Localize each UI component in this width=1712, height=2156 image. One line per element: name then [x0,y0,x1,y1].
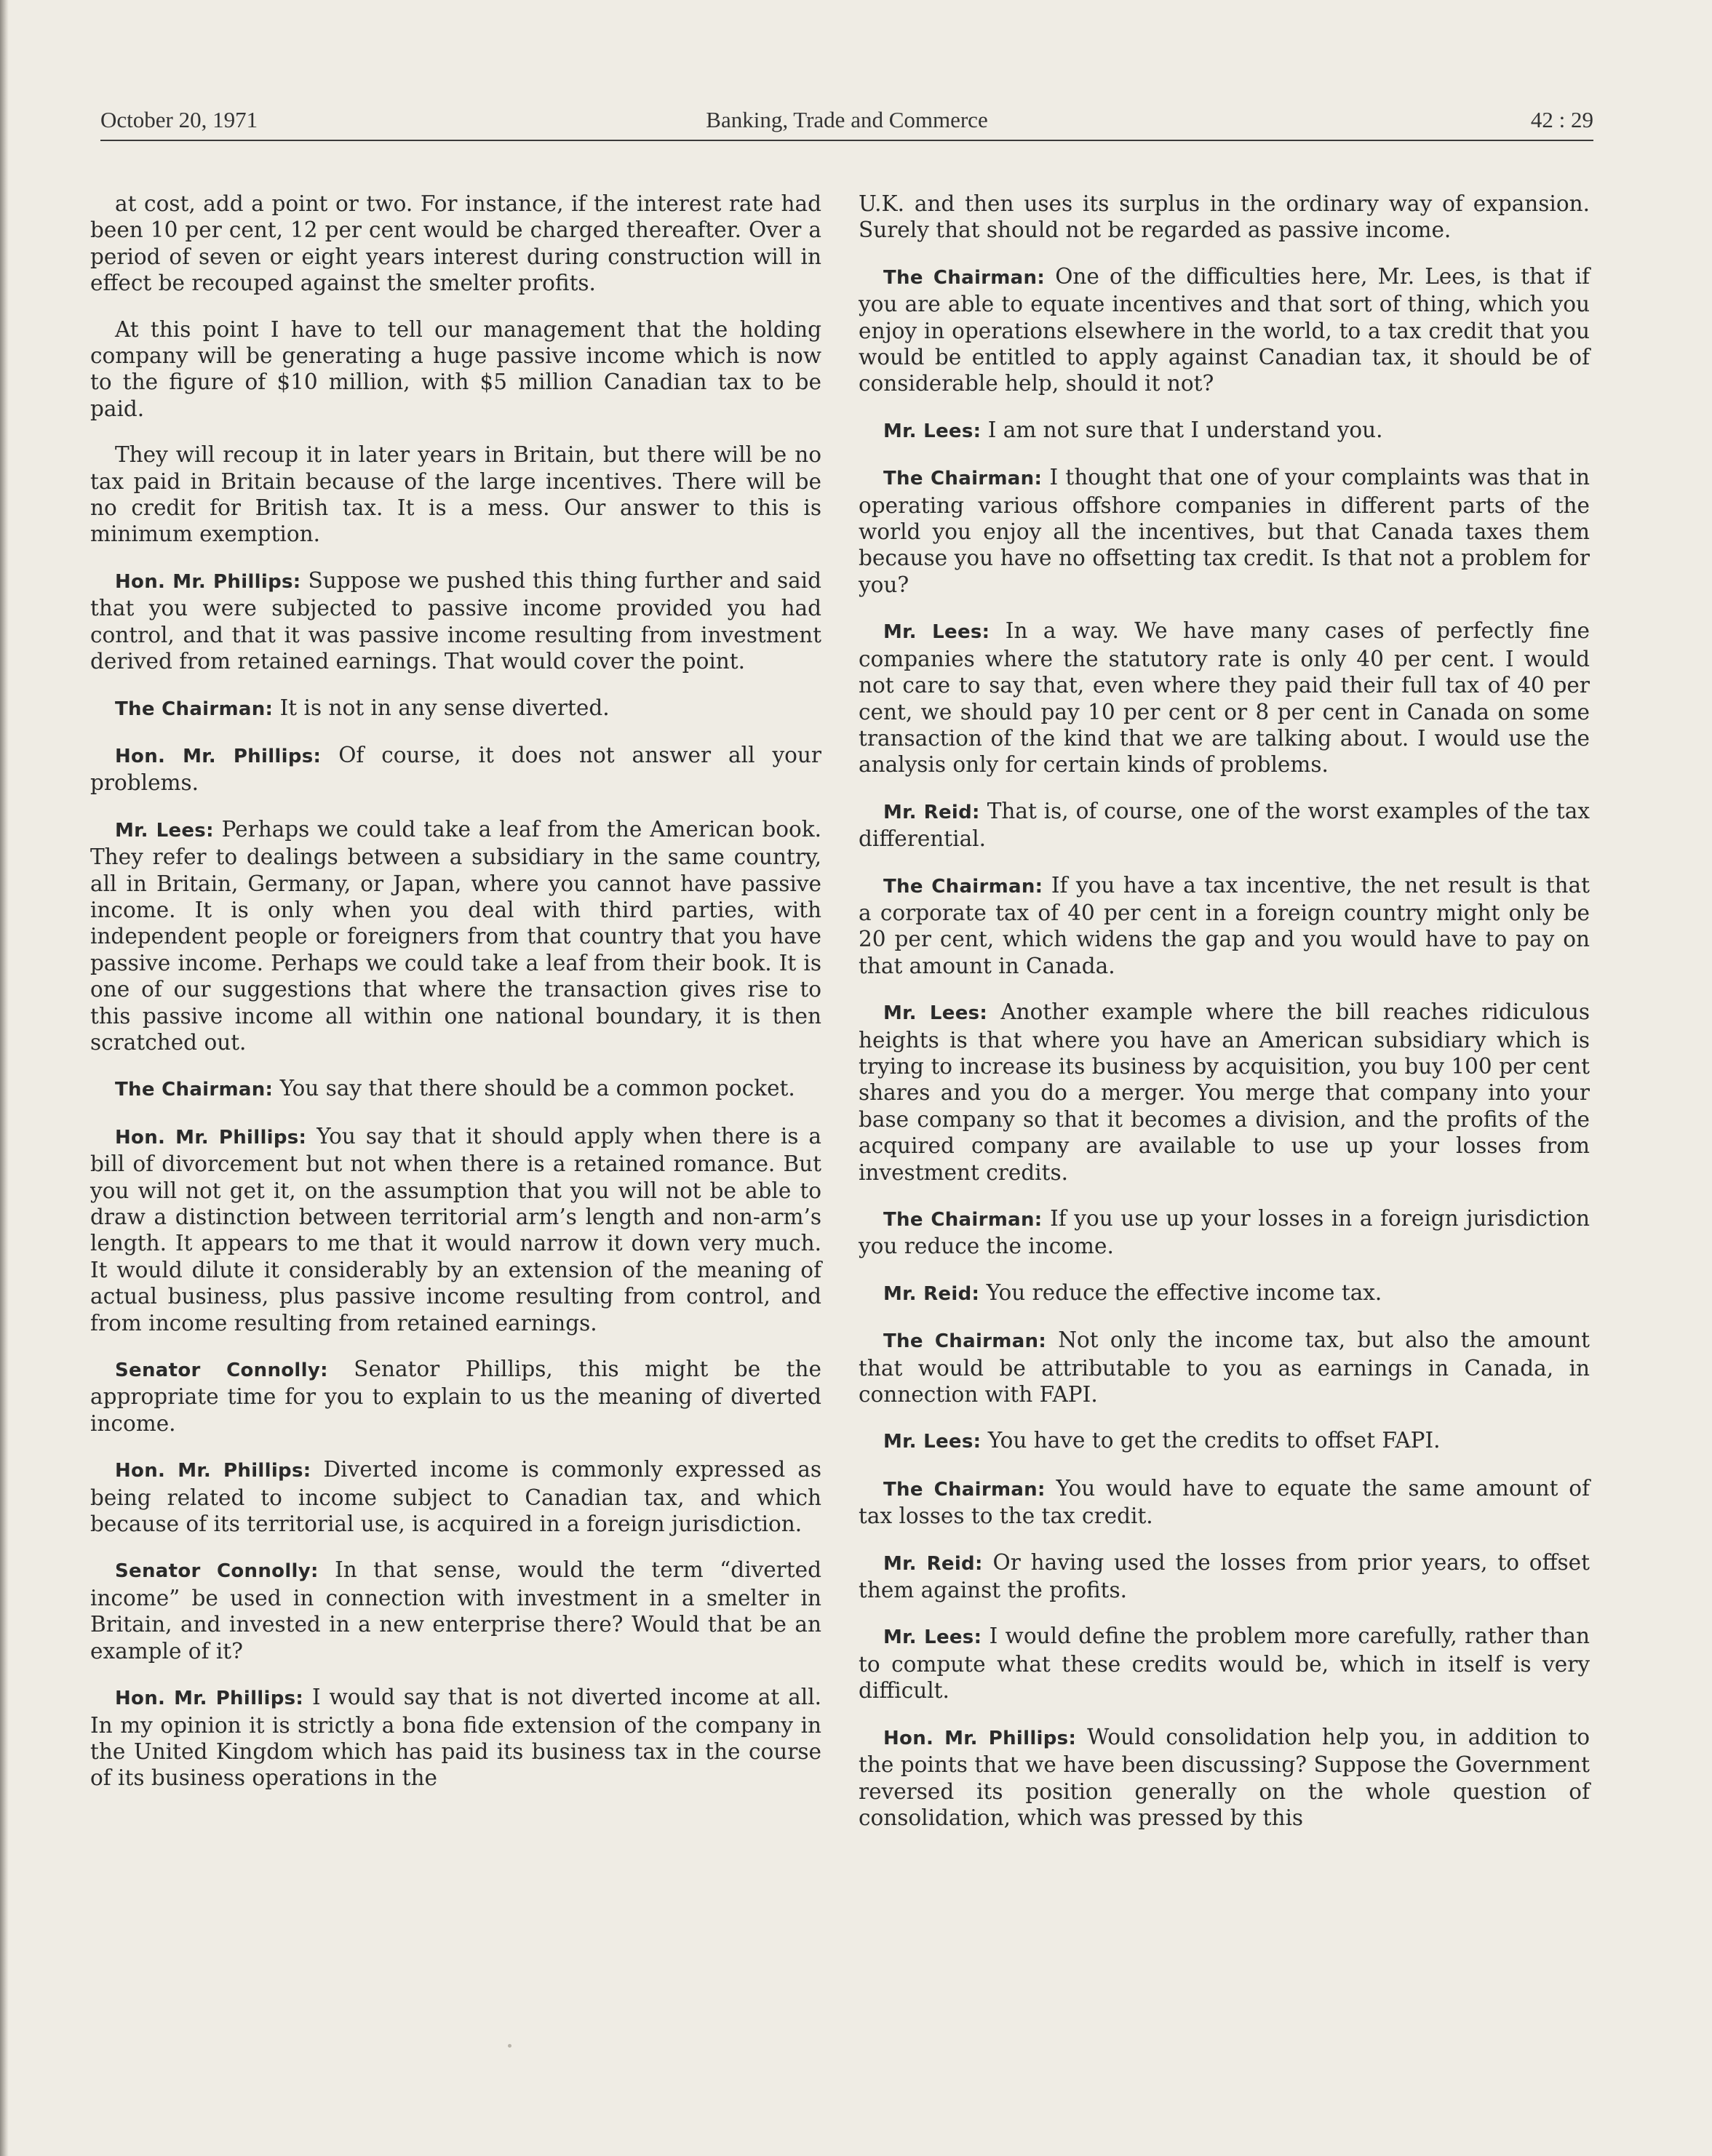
speaker-name: Senator Connolly: [115,1360,328,1382]
paragraph [90,1356,821,1437]
speaker-name: The Chairman: [883,875,1043,898]
header-rule [100,140,1593,141]
paragraph-text: If you use up your losses in a foreign jurisdiction you reduce the income. [859,1206,1590,1259]
paragraph [859,618,1590,778]
header-date: October 20, 1971 [100,107,258,132]
speaker-name: The Chairman: [115,1079,274,1101]
paragraph-text: U.K. and then uses its surplus in the ordinary way of expansion. Surely that should not be regarded as passive income. [859,191,1590,243]
paragraph-text: Would consolidation help you, in addition to the points that we have been discussing? Suppose the Government reversed its position generally on the whole question of consolidation, which was pressed by this [859,1724,1590,1830]
paragraph [859,417,1590,444]
paragraph [90,816,821,1056]
speaker-name: Mr. Reid: [883,1552,983,1575]
speaker-name: Hon. Mr. Phillips: [115,1688,304,1710]
paragraph-text: You have to get the credits to offset FAPI. [987,1428,1441,1453]
page-spine-shadow [0,0,9,2156]
paper-speck [508,2044,511,2048]
paragraph-text: Another example where the bill reaches ridiculous heights is that where you have an American subsidiary which is trying to increase its business by acquisition, you buy 100 per cent shares and you do a merger. You merge that company into your base company so that it becomes a division, and the profits of the acquired company are available to use up your losses from investment credits. [859,999,1590,1185]
paragraph [90,695,821,722]
paragraph [859,263,1590,397]
speaker-name: The Chairman: [883,266,1046,289]
paragraph-text: Diverted income is commonly expressed as being related to income subject to Canadian tax, and which because of its territorial use, is acquired in a foreign jurisdiction. [90,1457,821,1537]
paragraph-text: At this point I have to tell our management that the holding company will be generating a huge passive income which is now to the figure of $10 million, with $5 million Canadian tax to be paid. [90,316,821,421]
paragraph [859,999,1590,1186]
paragraph [859,464,1590,598]
paragraph-text: It is not in any sense diverted. [279,695,610,720]
speaker-name: Hon. Mr. Phillips: [115,1460,311,1482]
speaker-name: Mr. Lees: [883,1431,982,1453]
speaker-name: Mr. Lees: [883,621,990,644]
paragraph [90,742,821,796]
speaker-name: Mr. Reid: [883,801,980,823]
paragraph [90,316,821,423]
header-title: Banking, Trade and Commerce [706,107,988,132]
paragraph-text: Suppose we pushed this thing further and said that you were subjected to passive income provided you had control, and that it was passive income resulting from investment derived from retained earnings. That would cover the point. [90,567,821,674]
speaker-name: The Chairman: [883,468,1043,490]
paragraph-text: You say that there should be a common pocket. [279,1076,795,1101]
speaker-name: Mr. Reid: [883,1282,980,1305]
paragraph-text: I am not sure that I understand you. [987,417,1383,442]
paragraph-text: In a way. We have many cases of perfectly fine companies where the statutory rate is only 40 per cent. I would not care to say that, even where they paid their full tax of 40 per cent, we should pay 10 per cent or 8 per cent in Canada on some transaction of the kind that we are talking about. I would use the analysis only for certain kinds of problems. [859,618,1590,778]
paragraph-text: You would have to equate the same amount of tax losses to the tax credit. [859,1475,1590,1529]
paragraph-text: Perhaps we could take a leaf from the American book. They refer to dealings between a subsidiary in the same country, all in Britain, Germany, or Japan, where you cannot have passive income. It is only when you deal with third parties, with independent people or foreigners from that country that you have passive income. Perhaps we could take a leaf from their book. It is one of our suggestions that where the transaction gives rise to this passive income all within one national boundary, it is then scratched out. [90,816,821,1055]
paragraph [859,1623,1590,1704]
paragraph-text: I would define the problem more carefully, rather than to compute what these credits would be, which in itself is very difficult. [859,1624,1590,1704]
left-column [90,191,821,1811]
paragraph [859,1724,1590,1832]
paragraph-text: In that sense, would the term “diverted income” be used in connection with investment in a smelter in Britain, and invested in a new enterprise there? Would that be an example of it? [90,1557,821,1664]
paragraph [859,1205,1590,1260]
speaker-name: Hon. Mr. Phillips: [115,1126,307,1149]
speaker-name: The Chairman: [883,1330,1047,1353]
speaker-name: Hon. Mr. Phillips: [115,745,322,767]
paragraph-text: You say that it should apply when there is a bill of divorcement but not when there is a retained romance. But you will not get it, on the assumption that you will not be able to draw a distinction between territorial arm’s length and non-arm’s length. It appears to me that it would narrow it down very much. It would dilute it considerably by an extension of the meaning of actual business, plus passive income resulting from control, and from income resulting from retained earnings. [90,1123,821,1335]
paragraph-text: That is, of course, one of the worst examples of the tax differential. [859,798,1590,852]
speaker-name: Hon. Mr. Phillips: [883,1727,1077,1749]
paragraph-text: Senator Phillips, this might be the appropriate time for you to explain to us the meaning of diverted income. [90,1357,821,1436]
speaker-name: Mr. Lees: [115,819,214,842]
paragraph-text: Not only the income tax, but also the amount that would be attributable to you as earnings in Canada, in connection with FAPI. [859,1327,1590,1408]
paragraph-text: If you have a tax incentive, the net result is that a corporate tax of 40 per cent in a foreign country might only be 20 per cent, which widens the gap and you would have to pay on that amount in Canada. [859,872,1590,978]
paragraph-text: You reduce the effective income tax. [986,1279,1382,1305]
right-column [859,191,1590,1850]
speaker-name: Hon. Mr. Phillips: [115,570,301,593]
paragraph-text: One of the difficulties here, Mr. Lees, is that if you are able to equate incentives and that sort of thing, which you enjoy in operations elsewhere in the world, to a tax credit that you would be entitled to apply against Canadian tax, it should be of considerable help, should it not? [859,263,1590,396]
paragraph [90,1456,821,1537]
speaker-name: Mr. Lees: [883,1626,982,1649]
paragraph-text: at cost, add a point or two. For instance, if the interest rate had been 10 per cent, 12 per cent would be charged thereafter. Over a period of seven or eight years interest during construction will in effect be recouped against the smelter profits. [90,191,821,296]
speaker-name: The Chairman: [883,1209,1043,1231]
paragraph [859,1549,1590,1604]
paragraph [859,191,1590,244]
paragraph [859,1279,1590,1307]
paragraph [859,1427,1590,1455]
paragraph [90,191,821,297]
speaker-name: Mr. Lees: [883,420,982,442]
paragraph-text: Or having used the losses from prior years, to offset them against the profits. [859,1549,1590,1603]
paragraph [90,442,821,548]
paragraph [90,567,821,675]
speaker-name: Senator Connolly: [115,1560,319,1583]
paragraph-text: I would say that is not diverted income at all. In my opinion it is strictly a bona fide extension of the company in the United Kingdom which has paid its business tax in the course of its business operations in the [90,1685,822,1791]
paragraph-text: They will recoup it in later years in Britain, but there will be no tax paid in Britain because of the large incentives. There will be no credit for British tax. It is a mess. Our answer to this is minimum exemption. [90,442,821,547]
paragraph [90,1123,821,1336]
header-page-number: 42 : 29 [1530,107,1593,132]
paragraph [90,1557,821,1664]
paragraph [859,798,1590,853]
speaker-name: The Chairman: [115,698,274,720]
paragraph [859,1327,1590,1408]
running-header [100,104,1593,139]
paragraph [90,1684,821,1792]
speaker-name: Mr. Lees: [883,1002,988,1025]
paragraph [859,1475,1590,1530]
paragraph [859,872,1590,980]
paragraph-text: I thought that one of your complaints was that in operating various offshore companies in different parts of the world you enjoy all the incentives, but that Canada taxes them because you have no offsetting tax credit. Is that not a problem for you? [859,465,1590,597]
paragraph-text: Of course, it does not answer all your problems. [90,742,821,796]
paragraph [90,1075,821,1103]
speaker-name: The Chairman: [883,1478,1046,1501]
